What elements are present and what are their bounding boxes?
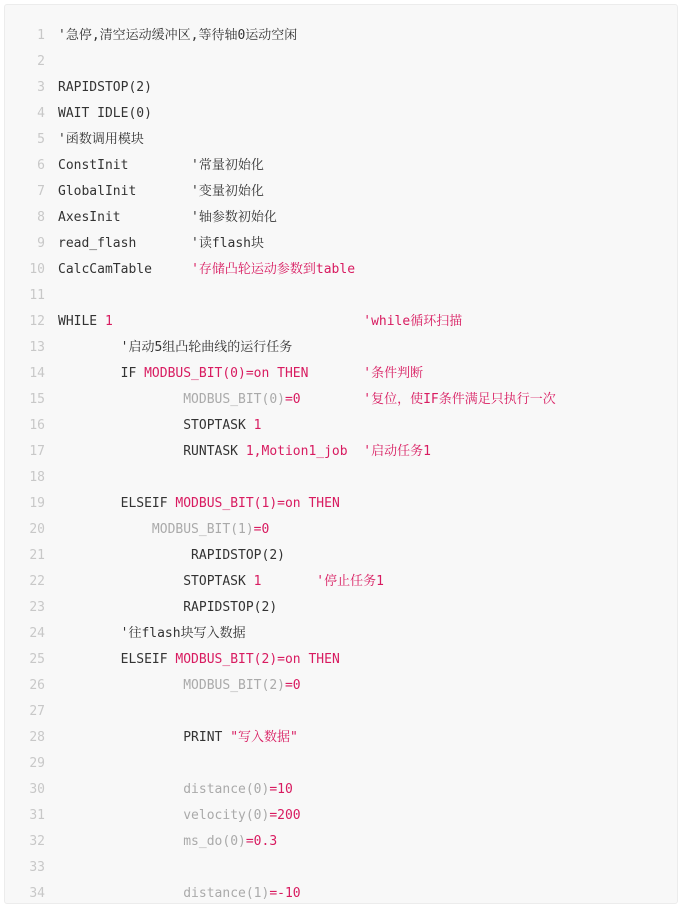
- line-number: 15: [29, 392, 45, 407]
- code-token: =0.3: [245, 834, 278, 849]
- code-line: [5, 699, 677, 725]
- line-number: 17: [29, 444, 45, 459]
- code-token: [262, 574, 317, 589]
- line-number: 24: [29, 626, 45, 641]
- code-token: [58, 782, 183, 797]
- code-line: [5, 517, 677, 543]
- code-line: [5, 439, 677, 465]
- line-number: 14: [29, 366, 45, 381]
- line-number: 2: [37, 54, 45, 69]
- code-line: [5, 49, 677, 75]
- code-line: [5, 595, 677, 621]
- line-number: 5: [37, 132, 45, 147]
- code-token: [58, 392, 183, 407]
- code-token: MODBUS_BIT(0): [183, 392, 285, 407]
- code-token: '急停,清空运动缓冲区,等待轴0运动空闲: [58, 28, 298, 43]
- code-text: [58, 647, 340, 673]
- code-line: [5, 283, 677, 309]
- line-number: 11: [29, 288, 45, 303]
- code-token: RAPIDSTOP(2): [58, 80, 152, 95]
- code-text: [58, 231, 264, 257]
- code-line: [5, 361, 677, 387]
- code-line: [5, 647, 677, 673]
- code-text: [58, 23, 297, 49]
- code-token: '停止任务1: [316, 574, 384, 589]
- code-text: [58, 595, 277, 621]
- code-token: WHILE: [58, 314, 105, 329]
- line-number: 4: [37, 106, 45, 121]
- code-text: [58, 829, 277, 855]
- code-token: RUNTASK: [58, 444, 246, 459]
- code-text: [58, 387, 556, 413]
- code-lines: [5, 5, 677, 904]
- code-token: ELSEIF: [58, 496, 176, 511]
- line-number: 26: [29, 678, 45, 693]
- code-token: "写入数据": [230, 730, 298, 745]
- line-number: 18: [29, 470, 45, 485]
- code-line: [5, 205, 677, 231]
- line-number: 9: [37, 236, 45, 251]
- code-token: [58, 808, 183, 823]
- code-text: [58, 803, 301, 829]
- code-token: '往flash块写入数据: [58, 626, 246, 641]
- code-token: '存储凸轮运动参数到table: [191, 262, 356, 277]
- line-number: 10: [29, 262, 45, 277]
- line-number: 32: [29, 834, 45, 849]
- code-line: [5, 569, 677, 595]
- code-token: '启动5组凸轮曲线的运行任务: [58, 340, 293, 355]
- code-line: [5, 153, 677, 179]
- code-line: [5, 751, 677, 777]
- code-line: [5, 257, 677, 283]
- code-line: [5, 231, 677, 257]
- code-line: [5, 23, 677, 49]
- code-text: [58, 881, 301, 904]
- code-token: [58, 678, 183, 693]
- code-text: [58, 101, 152, 127]
- code-line: [5, 855, 677, 881]
- code-token: '函数调用模块: [58, 132, 144, 147]
- code-text: [58, 127, 144, 153]
- code-text: [58, 621, 246, 647]
- line-number: 6: [37, 158, 45, 173]
- code-token: =0: [284, 392, 301, 407]
- line-number: 31: [29, 808, 45, 823]
- code-line: [5, 803, 677, 829]
- code-token: '复位，使IF条件满足只执行一次: [363, 392, 556, 407]
- code-token: PRINT: [58, 730, 231, 745]
- code-token: 1: [104, 314, 113, 329]
- line-number: 25: [29, 652, 45, 667]
- line-number: 22: [29, 574, 45, 589]
- code-text: [58, 777, 293, 803]
- line-number: 12: [29, 314, 45, 329]
- code-token: [308, 366, 363, 381]
- code-line: [5, 621, 677, 647]
- line-number: 33: [29, 860, 45, 875]
- code-text: [58, 413, 262, 439]
- line-number: 16: [29, 418, 45, 433]
- code-token: =0: [284, 678, 301, 693]
- code-token: CalcCamTable: [58, 262, 192, 277]
- code-text: [58, 335, 292, 361]
- code-line: [5, 777, 677, 803]
- line-number: 29: [29, 756, 45, 771]
- code-token: =0: [253, 522, 270, 537]
- code-line: [5, 543, 677, 569]
- code-line: [5, 881, 677, 904]
- line-number: 1: [37, 28, 45, 43]
- code-token: STOPTASK: [58, 574, 254, 589]
- line-number: 8: [37, 210, 45, 225]
- code-token: MODBUS_BIT(2)=on THEN: [175, 652, 340, 667]
- code-text: [58, 75, 152, 101]
- code-block: [4, 4, 678, 904]
- code-token: RAPIDSTOP(2): [58, 548, 285, 563]
- code-line: [5, 491, 677, 517]
- code-text: [58, 569, 384, 595]
- code-token: GlobalInit '变量初始化: [58, 184, 264, 199]
- code-text: [58, 205, 277, 231]
- code-text: [58, 309, 462, 335]
- code-line: [5, 673, 677, 699]
- code-text: [58, 517, 269, 543]
- code-token: ConstInit '常量初始化: [58, 158, 264, 173]
- code-token: 1,Motion1_job: [245, 444, 348, 459]
- code-token: '启动任务1: [363, 444, 431, 459]
- line-number: 3: [37, 80, 45, 95]
- code-line: [5, 829, 677, 855]
- code-token: [348, 444, 364, 459]
- line-number: 28: [29, 730, 45, 745]
- code-text: [58, 491, 340, 517]
- code-token: [113, 314, 363, 329]
- line-number: 21: [29, 548, 45, 563]
- code-text: [58, 439, 431, 465]
- line-number: 30: [29, 782, 45, 797]
- code-text: [58, 725, 298, 751]
- code-text: [58, 673, 301, 699]
- line-number: 23: [29, 600, 45, 615]
- code-line: [5, 725, 677, 751]
- code-token: AxesInit '轴参数初始化: [58, 210, 277, 225]
- code-token: STOPTASK: [58, 418, 254, 433]
- code-text: [58, 361, 423, 387]
- code-token: read_flash '读flash块: [58, 236, 265, 251]
- code-text: [58, 179, 264, 205]
- line-number: 19: [29, 496, 45, 511]
- code-token: MODBUS_BIT(1): [151, 522, 254, 537]
- code-token: [58, 522, 152, 537]
- code-token: RAPIDSTOP(2): [58, 600, 278, 615]
- code-token: MODBUS_BIT(0)=on THEN: [144, 366, 309, 381]
- code-token: =10: [269, 782, 293, 797]
- code-token: 'while循环扫描: [363, 314, 463, 329]
- code-token: WAIT IDLE(0): [58, 106, 152, 121]
- code-line: [5, 101, 677, 127]
- code-token: velocity(0): [183, 808, 270, 823]
- code-token: MODBUS_BIT(1)=on THEN: [175, 496, 340, 511]
- code-token: =200: [269, 808, 301, 823]
- code-line: [5, 335, 677, 361]
- line-number: 13: [29, 340, 45, 355]
- code-text: [58, 153, 264, 179]
- code-token: [301, 392, 364, 407]
- code-token: IF: [58, 366, 145, 381]
- code-token: '条件判断: [363, 366, 424, 381]
- code-token: distance(1): [183, 886, 270, 901]
- code-token: [58, 834, 183, 849]
- code-token: ms_do(0): [183, 834, 246, 849]
- code-line: [5, 127, 677, 153]
- code-token: 1: [253, 418, 262, 433]
- code-line: [5, 465, 677, 491]
- code-line: [5, 75, 677, 101]
- line-number: 20: [29, 522, 45, 537]
- code-line: [5, 413, 677, 439]
- code-token: [58, 886, 183, 901]
- code-line: [5, 387, 677, 413]
- code-token: ELSEIF: [58, 652, 176, 667]
- code-token: =-10: [269, 886, 301, 901]
- code-text: [58, 543, 285, 569]
- code-text: [58, 257, 355, 283]
- code-line: [5, 179, 677, 205]
- code-line: [5, 309, 677, 335]
- code-token: 1: [253, 574, 262, 589]
- line-number: 27: [29, 704, 45, 719]
- code-token: distance(0): [183, 782, 270, 797]
- line-number: 34: [29, 886, 45, 901]
- line-number: 7: [37, 184, 45, 199]
- code-token: MODBUS_BIT(2): [183, 678, 285, 693]
